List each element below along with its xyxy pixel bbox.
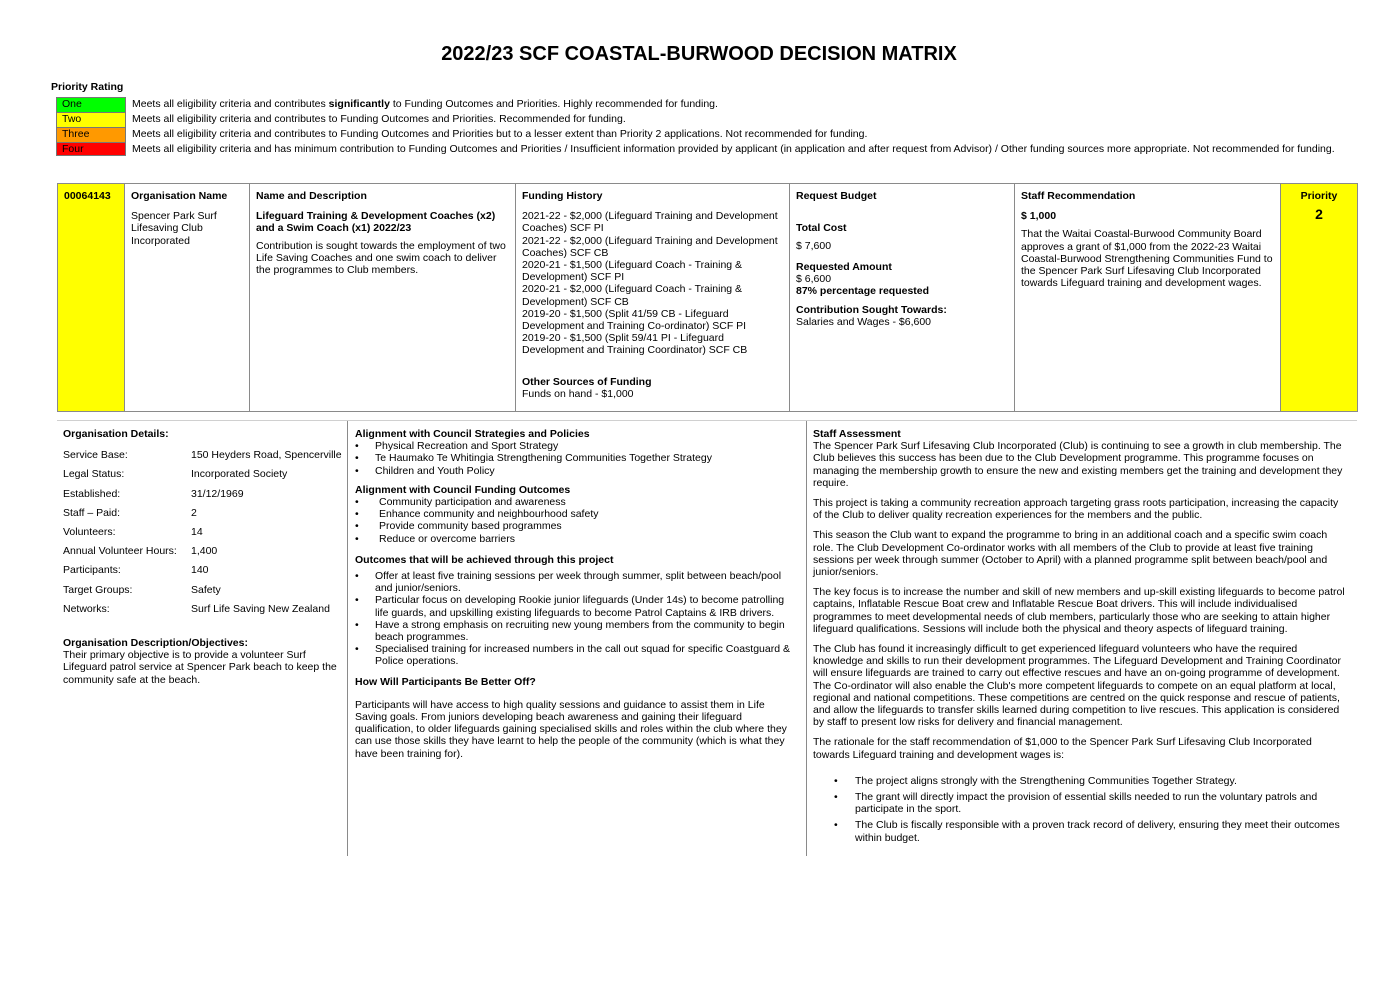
funding-history-item: 2021-22 - $2,000 (Lifeguard Training and Development Coaches) SCF PI: [522, 210, 778, 235]
assessment-paragraph: This project is taking a community recreation approach targeting grass roots participation, increasing the capacity of the Club to deliver quality recreation experiences for the members and the public.: [813, 497, 1339, 522]
detail-label: Networks:: [63, 602, 110, 615]
priority-swatch: Two: [57, 113, 126, 128]
priority-level-one: [57, 98, 1346, 113]
priority-swatch: One: [57, 98, 126, 113]
detail-value: 14: [191, 526, 203, 539]
priority-description: Meets all eligibility criteria and contributes to Funding Outcomes and Priorities. Recommended for funding.: [132, 112, 626, 125]
outcomes-achieved-heading: Outcomes that will be achieved through this project: [355, 553, 614, 566]
priority-level-two: [57, 113, 1346, 128]
detail-row: [63, 564, 342, 576]
detail-value: Safety: [191, 583, 221, 596]
list-item: • Specialised training for increased numbers in the call out squad for specific Coastguard & Police operations.: [355, 643, 798, 667]
detail-row: [63, 526, 342, 538]
percentage-requested: 87% percentage requested: [796, 285, 930, 298]
priority-rating-legend: [56, 97, 1346, 156]
detail-label: Staff – Paid:: [63, 506, 121, 519]
list-item: • The grant will directly impact the provision of essential skills needed to run the voluntary patrols and participate in the sport.: [813, 791, 1349, 815]
application-id: 00064143: [64, 190, 111, 202]
funding-history-item: 2019-20 - $1,500 (Split 41/59 CB - Lifeguard Development and Training Co-ordinator) SCF PI: [522, 307, 747, 333]
organisation-name-heading: Organisation Name: [131, 190, 228, 202]
better-off-heading: How Will Participants Be Better Off?: [355, 675, 536, 688]
staff-recommendation-cell: [1015, 184, 1281, 412]
priority-swatch: Three: [57, 128, 126, 143]
organisation-description: Their primary objective is to provide a volunteer Surf Lifeguard patrol service at Spencer Park beach to keep the community safe at the beach.: [63, 649, 337, 686]
list-item: • Community participation and awareness: [355, 496, 798, 508]
other-sources: Funds on hand - $1,000: [522, 387, 634, 400]
detail-value: 2: [191, 506, 197, 519]
other-sources-heading: Other Sources of Funding: [522, 375, 652, 388]
detail-value: Surf Life Saving New Zealand: [191, 602, 330, 615]
detail-row: [63, 468, 342, 480]
funding-history-cell: [516, 184, 790, 412]
detail-value: 1,400: [191, 545, 218, 558]
detail-label: Established:: [63, 487, 121, 500]
assessment-paragraph: The Spencer Park Surf Lifesaving Club Incorporated (Club) is continuing to see a growth in club membership. The Club believes this success has been due to the Club Development programme. This programme focuses on managing the membership growth to ensure the new and existing members get the training and development they require.: [813, 440, 1343, 489]
detail-label: Service Base:: [63, 449, 128, 462]
organisation-name-cell: [125, 184, 250, 412]
list-item: • Provide community based programmes: [355, 520, 798, 532]
priority-swatch: Four: [57, 143, 126, 156]
funding-history-item: 2020-21 - $1,500 (Lifeguard Coach - Training & Development) SCF PI: [522, 259, 743, 284]
priority-heading: Priority: [1300, 190, 1338, 202]
detail-value: 150 Heyders Road, Spencerville: [191, 449, 342, 462]
staff-assessment-heading: Staff Assessment: [813, 428, 901, 440]
organisation-name: Spencer Park Surf Lifesaving Club Incorporated: [131, 210, 217, 247]
list-item: • Reduce or overcome barriers: [355, 533, 798, 545]
total-cost-label: Total Cost: [796, 222, 847, 235]
contribution-sought: Salaries and Wages - $6,600: [796, 316, 932, 329]
priority-level-four: [57, 143, 1346, 156]
strategies-heading: Alignment with Council Strategies and Policies: [355, 428, 590, 440]
application-id-cell: [58, 184, 125, 412]
assessment-paragraph: The Club has found it increasingly difficult to get experienced lifeguard volunteers who have the required knowledge and skills to run their development programmes. The Lifeguard Development and Training Coordinator will ensure lifeguards are trained to carry out effective rescues and have an on-going programme of development. The Co-ordinator will also enable the Club's more competent lifeguards to compete on an equal platform at local, regional and national competitions. These competitions are centred on the quick response and rescue of patients, and allow the lifeguards to transfer skills learned during competition to live rescues. This application is considered by staff to present low risks for delivery and financial management.: [813, 643, 1342, 729]
list-item: • Te Haumako Te Whitingia Strengthening Communities Together Strategy: [355, 452, 798, 464]
organisation-details-column: [57, 421, 347, 856]
request-budget-heading: Request Budget: [796, 190, 877, 202]
name-description-cell: [250, 184, 516, 412]
project-description: Contribution is sought towards the employment of two Life Saving Coaches and one swim coach to deliver the programmes to Club members.: [256, 239, 506, 277]
priority-level-three: [57, 128, 1346, 143]
application-summary-table: [57, 183, 1358, 412]
list-item: • Have a strong emphasis on recruiting new young members from the community to begin beach programmes.: [355, 619, 798, 643]
detail-row: [63, 488, 342, 500]
funding-history-item: 2021-22 - $2,000 (Lifeguard Training and Development Coaches) SCF CB: [522, 234, 778, 259]
detail-row: [63, 449, 342, 461]
staff-assessment-column: [806, 421, 1357, 856]
requested-amount-label: Requested Amount: [796, 260, 892, 273]
priority-description: Meets all eligibility criteria and has minimum contribution to Funding Outcomes and Priorities / Insufficient information provided by applicant (in application and after request from Advisor) / Other funding sources more appropriate. Not recommended for funding.: [132, 142, 1335, 155]
assessment-paragraph: The key focus is to increase the number and skill of new members and up-skill existing lifeguards to become patrol captains, Inflatable Rescue Boat crew and Inflatable Rescue Boat drivers. This will include individualised programmes to meet developmental needs of club members, particularly those who are seeking to attain higher lifeguard qualifications. Sessions will include both the physical and theory aspects of lifeguard training.: [813, 586, 1345, 635]
funding-outcomes-heading: Alignment with Council Funding Outcomes: [355, 483, 571, 496]
name-description-heading: Name and Description: [256, 190, 367, 202]
funding-history-heading: Funding History: [522, 190, 603, 202]
better-off-text: Participants will have access to high quality sessions and guidance to assist them in Life Saving goals. From juniors developing beach awareness and gaining their lifeguard qualification, to older lifeguards gaining specialised skills and roles within the club where they can use those skills they have learnt to help the people of the community (which is what they have been training for).: [355, 698, 787, 760]
assessment-paragraph: The rationale for the staff recommendation of $1,000 to the Spencer Park Surf Lifesaving Club Incorporated towards Lifeguard training and development wages is:: [813, 736, 1312, 761]
priority-value: 2: [1315, 206, 1323, 223]
list-item: • Physical Recreation and Sport Strategy: [355, 440, 798, 452]
details-section: [57, 420, 1357, 856]
list-item: • Children and Youth Policy: [355, 465, 798, 477]
list-item: • The project aligns strongly with the Strengthening Communities Together Strategy.: [813, 775, 1349, 787]
detail-label: Volunteers:: [63, 526, 116, 539]
detail-value: 140: [191, 564, 209, 577]
alignment-column: [347, 421, 806, 856]
detail-label: Target Groups:: [63, 583, 133, 596]
desc-part: to Funding Outcomes and Priorities. Highly recommended for funding.: [389, 97, 718, 110]
organisation-description-heading: Organisation Description/Objectives:: [63, 637, 248, 650]
recommended-amount: $ 1,000: [1021, 210, 1057, 223]
priority-cell: [1281, 184, 1358, 412]
contribution-label: Contribution Sought Towards:: [796, 304, 947, 317]
funding-history-item: 2019-20 - $1,500 (Split 59/41 PI - Lifeguard Development and Training Coordinator) SCF CB: [522, 332, 748, 357]
detail-row: [63, 603, 342, 615]
strategies-list: [355, 440, 798, 477]
desc-part: Meets all eligibility criteria and contributes: [132, 97, 329, 110]
detail-label: Annual Volunteer Hours:: [63, 545, 177, 558]
desc-emphasis: significantly: [328, 97, 390, 110]
detail-label: Legal Status:: [63, 468, 125, 481]
list-item: • Offer at least five training sessions per week through summer, split between beach/pool and junior/seniors.: [355, 570, 798, 594]
priority-rating-heading: Priority Rating: [51, 81, 124, 93]
detail-label: Participants:: [63, 564, 121, 577]
detail-row: [63, 507, 342, 519]
organisation-details-heading: Organisation Details:: [63, 428, 169, 440]
recommendation-text: That the Waitai Coastal-Burwood Community Board approves a grant of $1,000 from the 2022-23 Waitai Coastal-Burwood Strengthening Communities Fund to the Spencer Park Surf Lifesaving Club Incorporated towards Lifeguard training and development wages.: [1021, 228, 1273, 290]
organisation-details-table: [63, 449, 342, 615]
list-item: • Enhance community and neighbourhood safety: [355, 508, 798, 520]
outcomes-achieved-list: [355, 570, 798, 668]
detail-row: [63, 545, 342, 557]
priority-description: Meets all eligibility criteria and contributes to Funding Outcomes and Priorities but to a lesser extent than Priority 2 applications. Not recommended for funding.: [132, 127, 868, 140]
priority-description: [126, 98, 1346, 113]
request-budget-cell: [790, 184, 1015, 412]
page-title: 2022/23 SCF COASTAL-BURWOOD DECISION MATRIX: [441, 43, 957, 65]
detail-value: Incorporated Society: [191, 468, 288, 481]
requested-amount: $ 6,600: [796, 272, 832, 285]
list-item: • The Club is fiscally responsible with a proven track record of delivery, ensuring they meet their outcomes within budget.: [813, 819, 1349, 843]
funding-outcomes-list: [355, 496, 798, 545]
project-title: Lifeguard Training & Development Coaches (x2) and a Swim Coach (x1) 2022/23: [256, 210, 496, 235]
detail-value: 31/12/1969: [191, 487, 244, 500]
rationale-list: [813, 775, 1349, 844]
list-item: • Particular focus on developing Rookie junior lifeguards (Under 14s) to become patrolling life guards, and upskilling existing lifeguards to become Patrol Captains & IRB drivers.: [355, 594, 798, 618]
total-cost: $ 7,600: [796, 240, 832, 253]
funding-history-item: 2020-21 - $2,000 (Lifeguard Coach - Training & Development) SCF CB: [522, 283, 743, 308]
detail-row: [63, 584, 342, 596]
assessment-paragraph: This season the Club want to expand the programme to bring in an additional coach and a specific swim coach role. The Club Development Co-ordinator works with all members of the Club to provide at least five training sessions per week through summer (October to April) with a planned programme split between beach/pool and junior/seniors.: [813, 529, 1328, 579]
staff-recommendation-heading: Staff Recommendation: [1021, 190, 1136, 202]
